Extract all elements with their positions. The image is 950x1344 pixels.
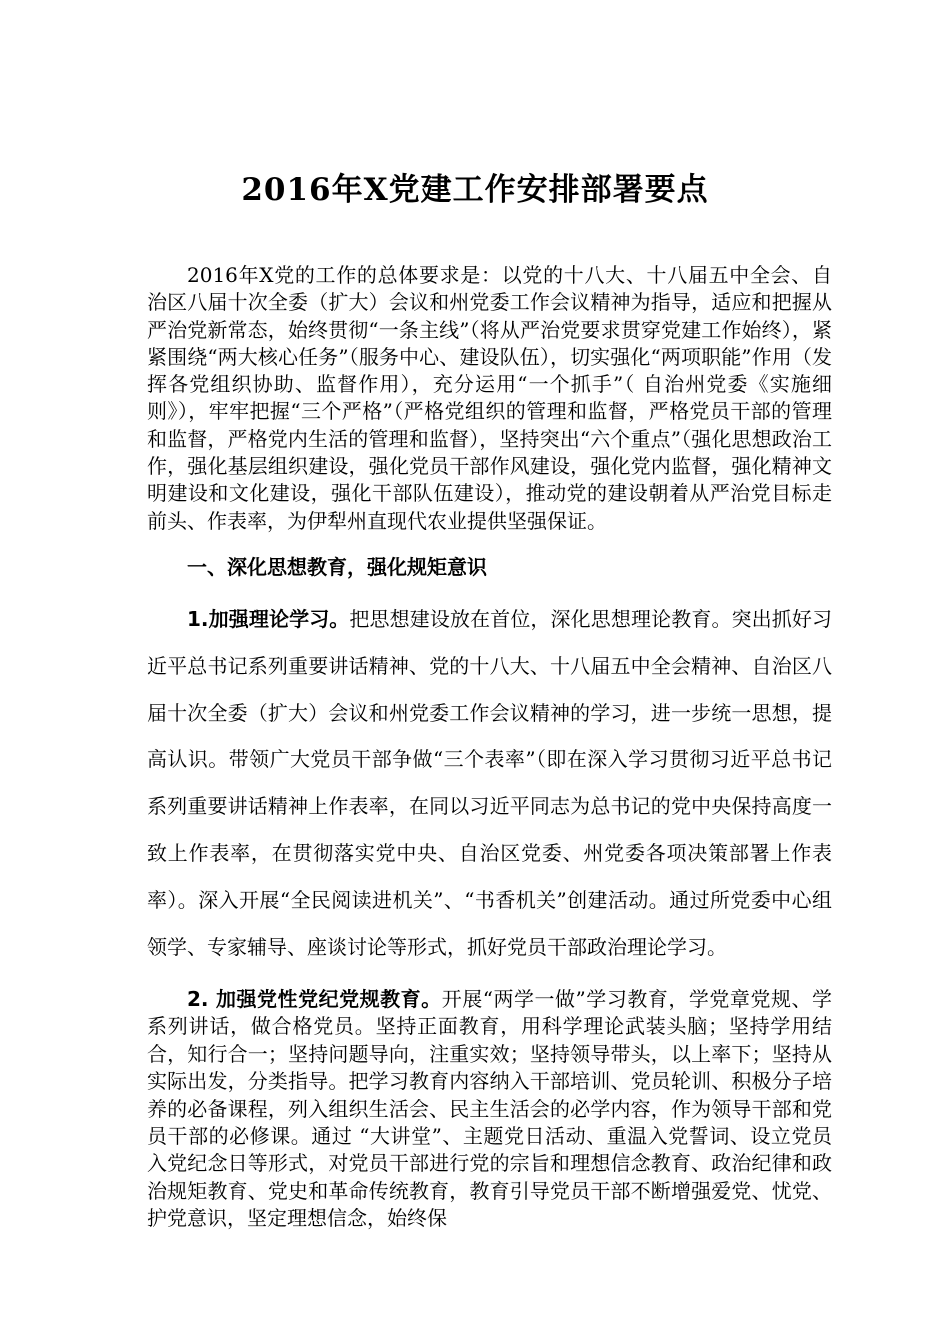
document-title: 2016年X党建工作安排部署要点 <box>241 172 709 208</box>
item-1-body: 把思想建设放在首位，深化思想理论教育。突出抓好习近平总书记系列重要讲话精神、党的十八大、十八届五中全会精神、自治区八届十次全委（扩大）会议和州党委工作会议精神的学习，进一步统一思想，提高认识。带领广大党员干部争做“三个表率”（即在深入学习贯彻习近平总书记系列重要讲话精神上作表率，在同以习近平同志为总书记的党中央保持高度一致上作表率，在贯彻落实党中央、自治区党委、州党委各项决策部署上作表率）。深入开展“全民阅读进机关”、“书香机关”创建活动。通过所党委中心组领学、专家辅导、座谈讨论等形式，抓好党员干部政治理论学习。 <box>147 607 833 959</box>
item-2-lead: 2. 加强党性党纪党规教育。 <box>187 987 442 1011</box>
item-2-paragraph <box>147 986 832 1233</box>
section-heading-1: 一、深化思想教育，强化规矩意识 <box>187 555 487 579</box>
item-1-paragraph <box>147 596 832 970</box>
item-1-lead: 1.加强理论学习。 <box>187 607 350 631</box>
item-2-body: 开展“两学一做”学习教育，学党章党规、学系列讲话，做合格党员。坚持正面教育，用科学理论武装头脑；坚持学用结合，知行合一；坚持问题导向，注重实效；坚持领导带头，以上率下；坚持从实际出发，分类指导。把学习教育内容纳入干部培训、党员轮训、积极分子培养的必备课程，列入组织生活会、民主生活会的必学内容，作为领导干部和党员干部的必修课。通过 “大讲堂”、主题党日活动、重温入党誓词、设立党员入党纪念日等形式，对党员干部进行党的宗旨和理想信念教育、政治纪律和政治规矩教育、党史和革命传统教育，教育引导党员干部不断增强爱党、忧党、护党意识，坚定理想信念，始终保 <box>147 987 832 1231</box>
intro-paragraph: 2016年X党的工作的总体要求是：以党的十八大、十八届五中全会、自治区八届十次全委（扩大）会议和州党委工作会议精神为指导，适应和把握从严治党新常态，始终贯彻“一条主线”（将从严治党要求贯穿党建工作始终），紧紧围绕“两大核心任务”（服务中心、建设队伍），切实强化“两项职能”作用（发挥各党组织协助、监督作用），充分运用“一个抓手”（ 自治州党委《实施细则》），牢牢把握“三个严格”（严格党组织的管理和监督，严格党员干部的管理和监督，严格党内生活的管理和监督），坚持突出“六个重点”（强化思想政治工作，强化基层组织建设，强化党员干部作风建设，强化党内监督，强化精神文明建设和文化建设，强化干部队伍建设），推动党的建设朝着从严治党目标走前头、作表率，为伊犁州直现代农业提供坚强保证。 <box>147 263 832 533</box>
